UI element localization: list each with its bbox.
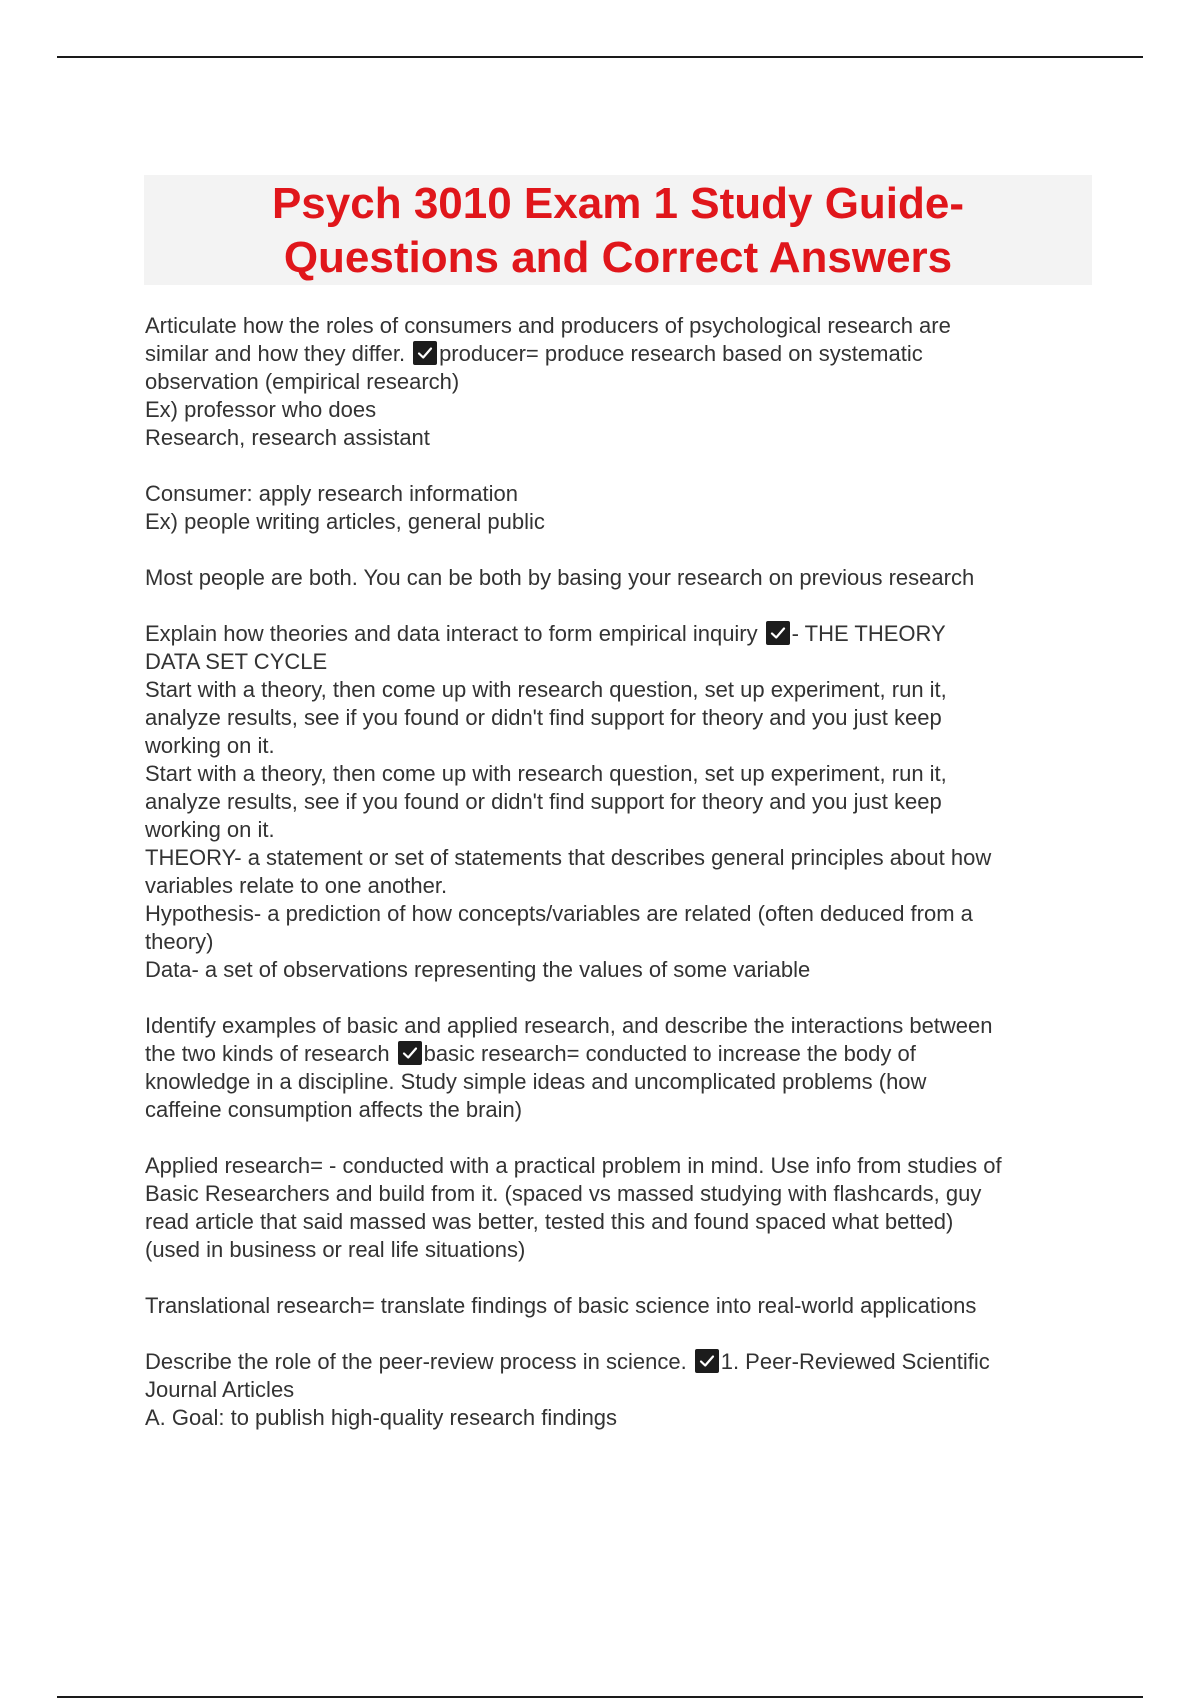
question-text: Articulate how the roles of consumers and producers of psychological research are xyxy=(145,313,951,338)
top-rule xyxy=(57,56,1143,58)
answer-text: Translational research= translate findings of basic science into real-world applications xyxy=(145,1293,977,1318)
answer-text: Start with a theory, then come up with research question, set up experiment, run it, xyxy=(145,761,947,786)
answer-text: Hypothesis- a prediction of how concepts/variables are related (often deduced from a xyxy=(145,901,973,926)
answer-text: DATA SET CYCLE xyxy=(145,649,328,674)
answer-text: Research, research assistant xyxy=(145,425,430,450)
checkbox-check-icon xyxy=(766,621,790,645)
question-text: Describe the role of the peer-review process in science. xyxy=(145,1349,687,1374)
question-text: the two kinds of research xyxy=(145,1041,390,1066)
qa-item-producers-consumers xyxy=(145,312,1095,452)
answer-text: producer= produce research based on systematic xyxy=(439,341,923,366)
answer-text: working on it. xyxy=(145,817,275,842)
question-answer-line xyxy=(145,340,1095,368)
answer-text: Data- a set of observations representing the values of some variable xyxy=(145,957,811,982)
answer-text: theory) xyxy=(145,929,214,954)
answer-text: read article that said massed was better, tested this and found spaced what betted) xyxy=(145,1209,954,1234)
answer-text: - THE THEORY xyxy=(791,621,946,646)
question-text: Identify examples of basic and applied research, and describe the interactions between xyxy=(145,1013,993,1038)
answer-paragraph xyxy=(145,564,1095,592)
answer-paragraph xyxy=(145,1152,1095,1264)
answer-text: analyze results, see if you found or didn't find support for theory and you just keep xyxy=(145,789,942,814)
answer-text: basic research= conducted to increase the body of xyxy=(423,1041,916,1066)
question-answer-line xyxy=(145,620,1095,648)
answer-text: working on it. xyxy=(145,733,275,758)
question-answer-line xyxy=(145,1040,1095,1068)
question-answer-line xyxy=(145,1348,1095,1376)
answer-text: Journal Articles xyxy=(145,1377,295,1402)
bottom-rule xyxy=(57,1696,1143,1698)
answer-text: Ex) people writing articles, general public xyxy=(145,509,545,534)
question-text: similar and how they differ. xyxy=(145,341,406,366)
answer-text: knowledge in a discipline. Study simple ideas and uncomplicated problems (how xyxy=(145,1069,927,1094)
qa-item-theory-data xyxy=(145,620,1095,984)
checkbox-check-icon xyxy=(413,341,437,365)
document-title-line-1: Psych 3010 Exam 1 Study Guide- xyxy=(271,179,965,228)
answer-text: caffeine consumption affects the brain) xyxy=(145,1097,523,1122)
title-banner xyxy=(144,175,1092,285)
checkbox-check-icon xyxy=(398,1041,422,1065)
answer-text: Consumer: apply research information xyxy=(145,481,518,506)
answer-text: Basic Researchers and build from it. (spaced vs massed studying with flashcards, guy xyxy=(145,1181,982,1206)
answer-text: (used in business or real life situations) xyxy=(145,1237,526,1262)
answer-text: observation (empirical research) xyxy=(145,369,460,394)
qa-item-peer-review xyxy=(145,1348,1095,1432)
answer-text: Ex) professor who does xyxy=(145,397,377,422)
qa-item-basic-applied xyxy=(145,1012,1095,1124)
answer-text: Most people are both. You can be both by basing your research on previous research xyxy=(145,565,975,590)
answer-paragraph xyxy=(145,1292,1095,1320)
answer-text: Applied research= - conducted with a practical problem in mind. Use info from studies of xyxy=(145,1153,1002,1178)
answer-text: Start with a theory, then come up with research question, set up experiment, run it, xyxy=(145,677,947,702)
checkbox-check-icon xyxy=(695,1349,719,1373)
answer-text: analyze results, see if you found or didn't find support for theory and you just keep xyxy=(145,705,942,730)
document-body xyxy=(145,312,1095,1460)
answer-text: 1. Peer-Reviewed Scientific xyxy=(720,1349,990,1374)
question-text: Explain how theories and data interact to form empirical inquiry xyxy=(145,621,758,646)
answer-text: variables relate to one another. xyxy=(145,873,448,898)
document-title-line-2: Questions and Correct Answers xyxy=(283,233,953,282)
answer-text: A. Goal: to publish high-quality research findings xyxy=(145,1405,618,1430)
answer-paragraph xyxy=(145,480,1095,536)
answer-text: THEORY- a statement or set of statements that describes general principles about how xyxy=(145,845,992,870)
